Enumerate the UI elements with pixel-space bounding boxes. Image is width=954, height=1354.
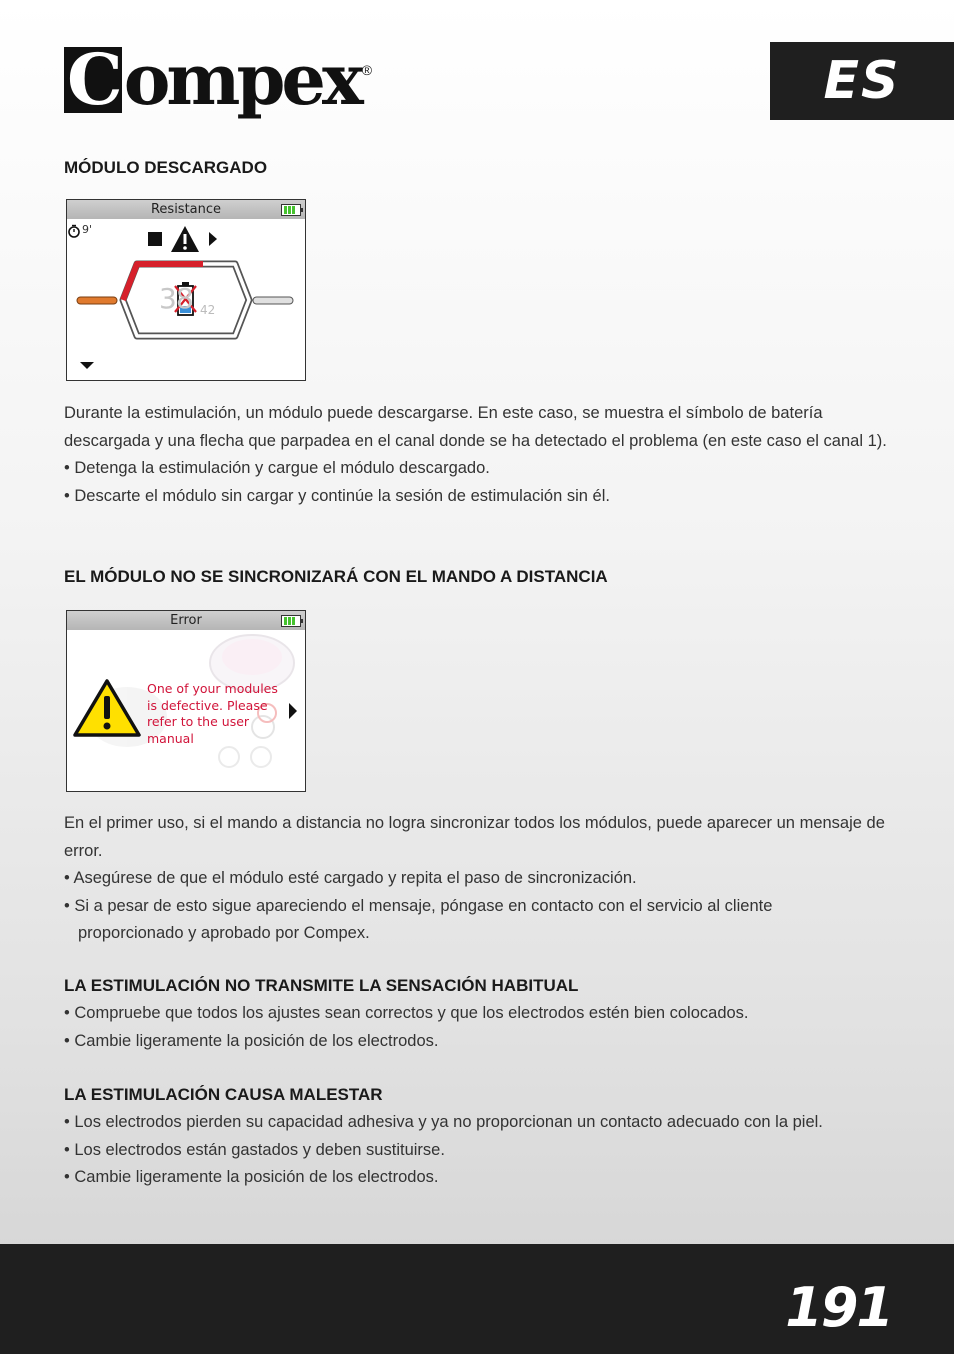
device-screen-error: [66, 610, 306, 792]
device-screen-resistance: [66, 199, 306, 381]
bullet-item: • Asegúrese de que el módulo esté cargado y repita el paso de sincronización.: [64, 869, 637, 887]
section-4-text: [64, 1109, 894, 1192]
bullet-item: • Descarte el módulo sin cargar y continúe la sesión de estimulación sin él.: [64, 486, 610, 505]
screen-sub-value: 42: [200, 303, 216, 317]
section-title-discomfort: LA ESTIMULACIÓN CAUSA MALESTAR: [64, 1085, 383, 1104]
channel-right-bar: [253, 297, 293, 304]
screen-title: Error: [170, 613, 202, 628]
compex-logo: [64, 40, 372, 120]
section-2-text: [64, 810, 894, 948]
paragraph: Durante la estimulación, un módulo puede descargarse. En este caso, se muestra el símbolo de batería descargada y una flecha que parpadea en el canal donde se ha detectado el problema (en este caso el canal 1).: [64, 404, 887, 450]
bullet-item: • Si a pesar de esto sigue apareciendo el mensaje, póngase en contacto con el servicio al cliente proporcionado y aprobado por Compex.: [64, 896, 773, 942]
language-code: ES: [823, 51, 901, 111]
logo-rest: ompex: [123, 38, 360, 121]
section-title-no-sync: EL MÓDULO NO SE SINCRONIZARÁ CON EL MANDO A DISTANCIA: [64, 567, 608, 586]
channel-left-bar: [77, 297, 117, 304]
play-arrow-icon: [209, 232, 217, 246]
error-message-line: is defective. Please: [147, 697, 268, 713]
error-message: [147, 681, 297, 747]
screen-timer-value: 9': [82, 223, 93, 236]
bullet-item: • Detenga la estimulación y cargue el módulo descargado.: [64, 459, 490, 477]
bullet-item: • Compruebe que todos los ajustes sean correctos y que los electrodos estén bien colocados.: [64, 1004, 749, 1022]
bullet-item: • Los electrodos pierden su capacidad adhesiva y ya no proporcionan un contacto adecuado con la piel.: [64, 1113, 823, 1131]
bullet-item: • Cambie ligeramente la posición de los electrodos.: [64, 1168, 439, 1186]
paragraph: En el primer uso, si el mando a distancia no logra sincronizar todos los módulos, puede aparecer un mensaje de error.: [64, 814, 885, 860]
bullet-item: • Los electrodos están gastados y deben sustituirse.: [64, 1140, 445, 1159]
scroll-down-arrow-icon: [80, 362, 94, 369]
error-message-line: One of your modules: [147, 681, 278, 696]
page-footer: [0, 1244, 954, 1354]
error-message-line: refer to the user: [147, 714, 250, 729]
screen-title: Resistance: [150, 202, 222, 217]
registered-mark: ®: [361, 62, 373, 78]
stop-icon: [148, 232, 162, 246]
error-message-line: manual: [147, 730, 194, 746]
language-badge: [770, 42, 954, 120]
section-title-discharged-module: MÓDULO DESCARGADO: [64, 158, 268, 177]
logo-initial: C: [64, 47, 122, 113]
section-title-no-sensation: LA ESTIMULACIÓN NO TRANSMITE LA SENSACIÓN HABITUAL: [64, 976, 579, 995]
timer-icon: [69, 226, 79, 238]
section-1-text: [64, 400, 894, 510]
bullet-item: • Cambie ligeramente la posición de los electrodos.: [64, 1031, 439, 1050]
screen-main-value: 38: [159, 282, 193, 315]
section-3-text: [64, 1000, 894, 1055]
page-number: 191: [785, 1276, 892, 1339]
warning-icon: [171, 226, 199, 252]
